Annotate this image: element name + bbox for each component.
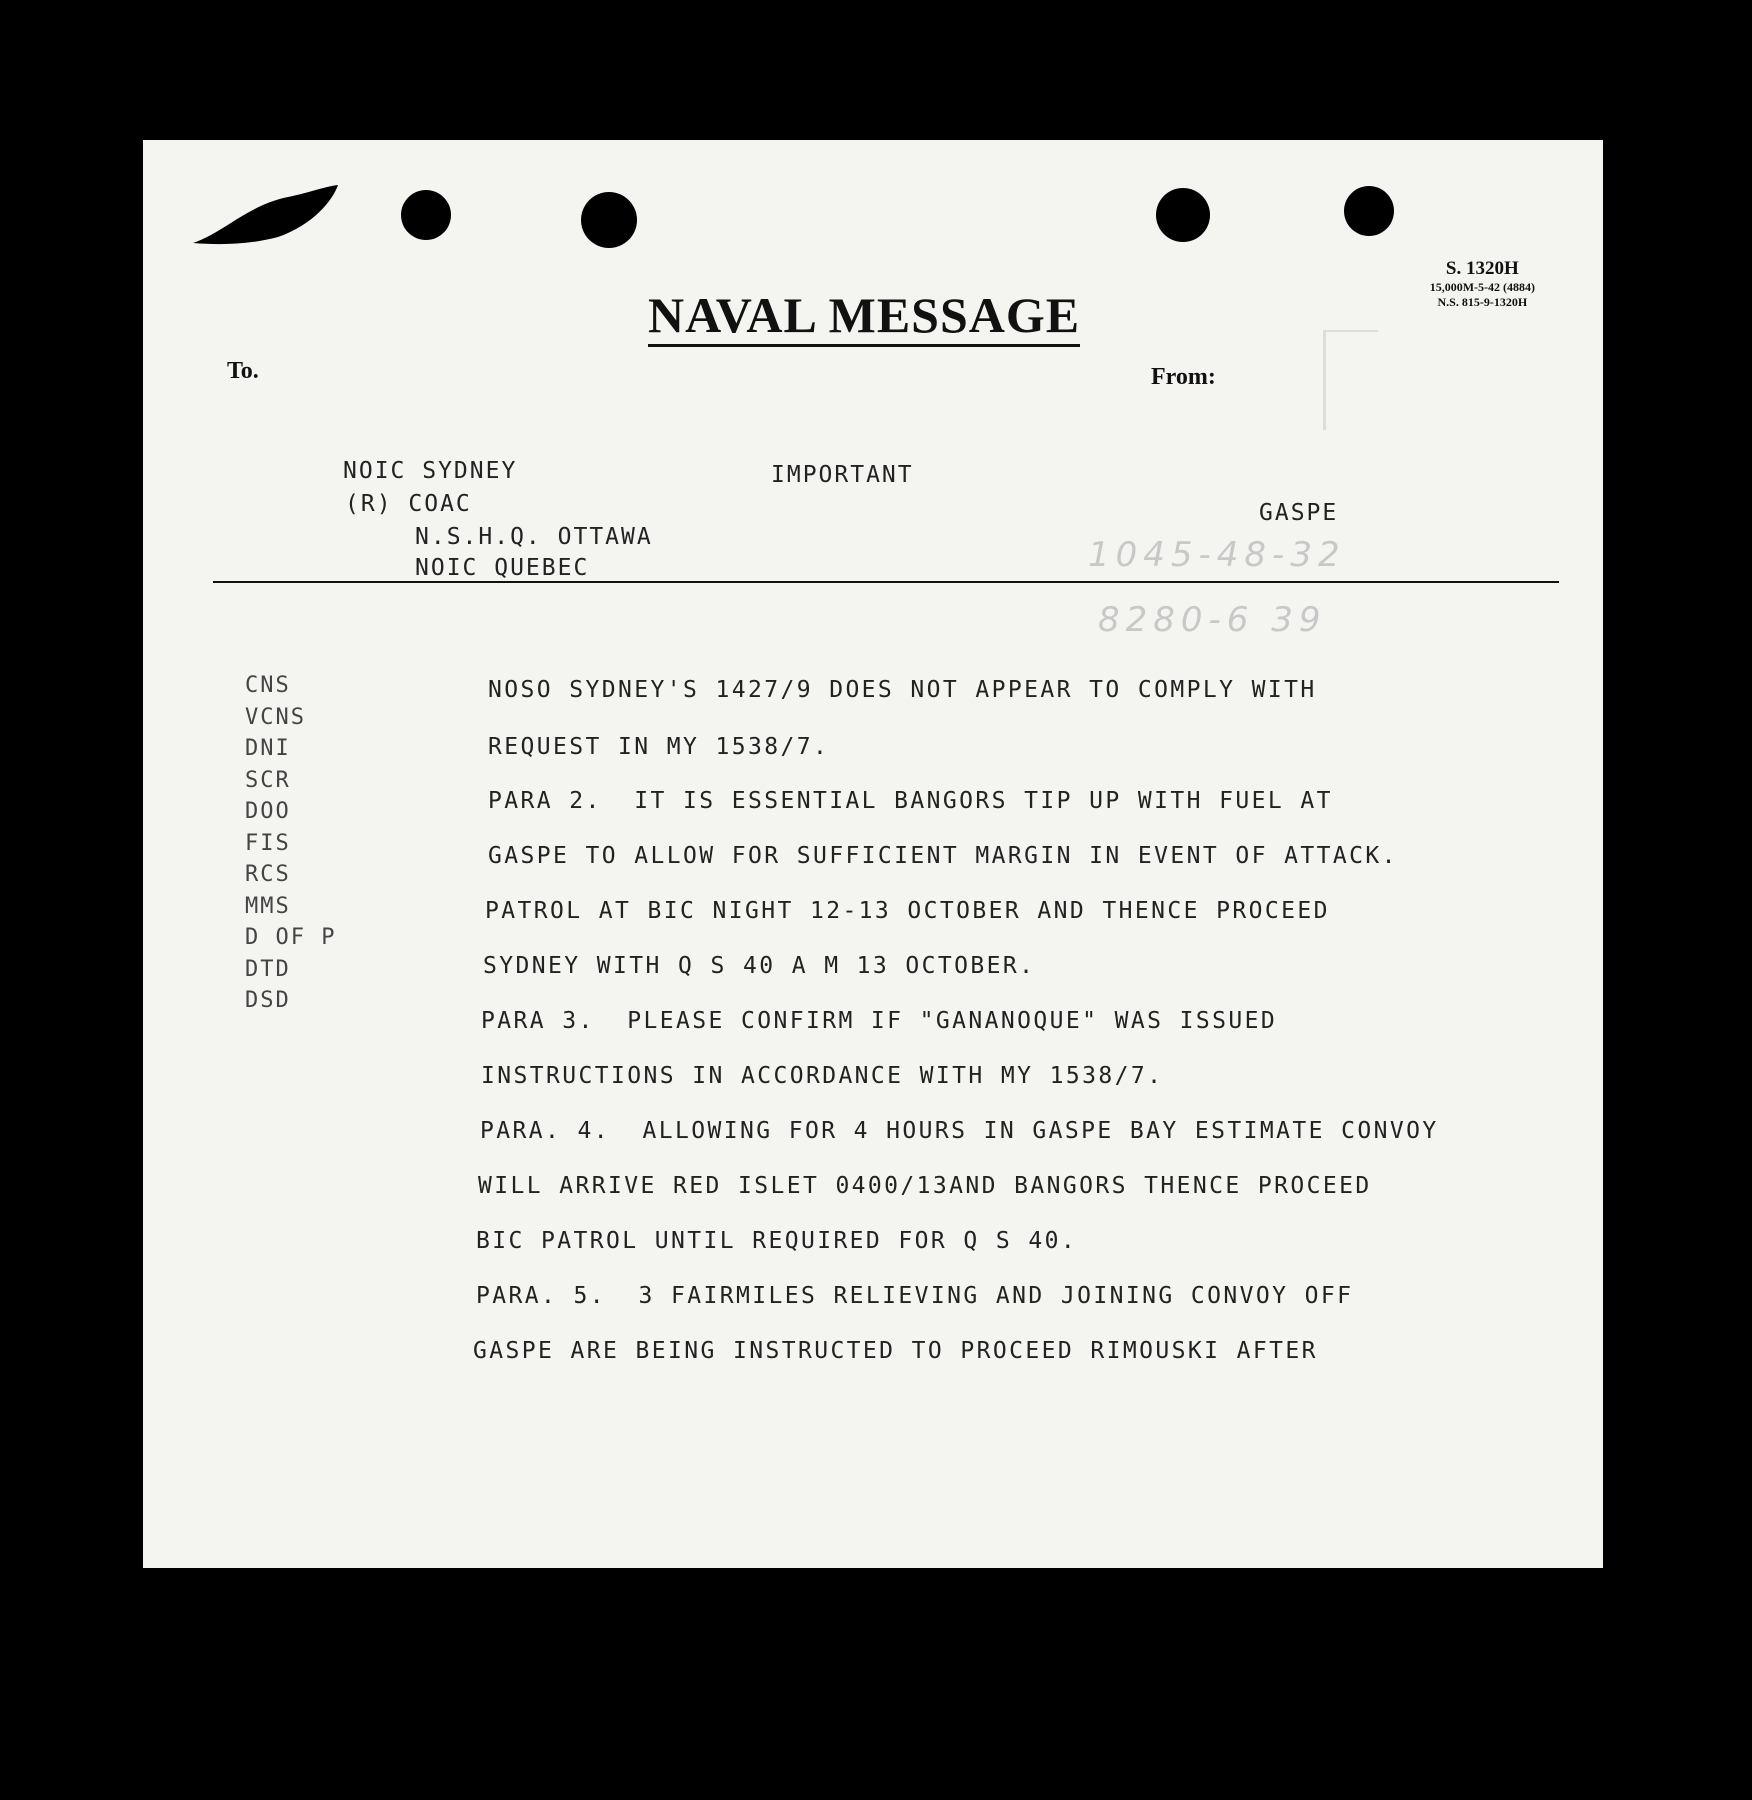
torn-corner-mark <box>193 185 338 245</box>
priority-label: IMPORTANT <box>771 462 914 488</box>
message-line: REQUEST IN MY 1538/7. <box>488 734 830 760</box>
punch-hole <box>401 190 451 240</box>
from-label: From: <box>1151 364 1216 390</box>
distribution-item: DSD <box>245 988 291 1013</box>
ns-number: N.S. 815-9-1320H <box>1437 295 1528 309</box>
addressee-line: (R) COAC <box>345 491 472 517</box>
addressee-line: NOIC QUEBEC <box>415 555 590 581</box>
distribution-item: DOO <box>245 799 291 824</box>
message-line: SYDNEY WITH Q S 40 A M 13 OCTOBER. <box>483 953 1036 979</box>
handwritten-reference: 1045-48-32 <box>1088 535 1346 575</box>
message-line: PARA. 4. ALLOWING FOR 4 HOURS IN GASPE BAY ESTIMATE CONVOY <box>480 1118 1439 1144</box>
faint-stamp-mark <box>1323 330 1378 332</box>
distribution-item: VCNS <box>245 704 306 730</box>
distribution-item: RCS <box>245 862 291 887</box>
distribution-item: DNI <box>245 736 291 761</box>
form-code: S. 1320H <box>1445 258 1519 279</box>
message-line: PARA 3. PLEASE CONFIRM IF "GANANOQUE" WAS ISSUED <box>481 1008 1278 1034</box>
addressee-line: N.S.H.Q. OTTAWA <box>415 524 653 550</box>
distribution-list <box>245 670 336 1017</box>
distribution-item: MMS <box>245 893 291 919</box>
punch-hole <box>1156 188 1210 242</box>
message-line: BIC PATROL UNTIL REQUIRED FOR Q S 40. <box>476 1228 1078 1254</box>
message-line: PARA 2. IT IS ESSENTIAL BANGORS TIP UP WITH FUEL AT <box>488 788 1333 814</box>
message-line: WILL ARRIVE RED ISLET 0400/13AND BANGORS THENCE PROCEED <box>478 1173 1372 1199</box>
distribution-item: D OF P <box>245 925 337 950</box>
header-rule <box>213 581 1559 583</box>
message-line: GASPE ARE BEING INSTRUCTED TO PROCEED RIMOUSKI AFTER <box>473 1338 1318 1364</box>
print-run: 15,000M-5-42 (4884) <box>1429 280 1535 294</box>
message-line: INSTRUCTIONS IN ACCORDANCE WITH MY 1538/7. <box>481 1063 1164 1089</box>
message-line: PATROL AT BIC NIGHT 12-13 OCTOBER AND THENCE PROCEED <box>485 898 1330 924</box>
origin-label: GASPE <box>1259 500 1339 526</box>
message-sheet <box>143 140 1603 1568</box>
distribution-item: SCR <box>245 767 291 793</box>
addressee-line: NOIC SYDNEY <box>343 458 518 484</box>
to-label: To. <box>227 358 259 384</box>
message-line: NOSO SYDNEY'S 1427/9 DOES NOT APPEAR TO COMPLY WITH <box>488 677 1317 703</box>
distribution-item: CNS <box>245 673 291 698</box>
message-line: PARA. 5. 3 FAIRMILES RELIEVING AND JOINING CONVOY OFF <box>476 1283 1354 1309</box>
page-title: NAVAL MESSAGE <box>648 288 1080 347</box>
form-code-block <box>1430 258 1535 310</box>
faint-stamp-mark <box>1323 330 1326 430</box>
handwritten-reference: 8280-6 39 <box>1098 600 1327 640</box>
distribution-item: DTD <box>245 956 291 982</box>
punch-hole <box>581 192 637 248</box>
punch-hole <box>1344 186 1394 236</box>
distribution-item: FIS <box>245 830 291 856</box>
message-line: GASPE TO ALLOW FOR SUFFICIENT MARGIN IN EVENT OF ATTACK. <box>488 843 1398 869</box>
